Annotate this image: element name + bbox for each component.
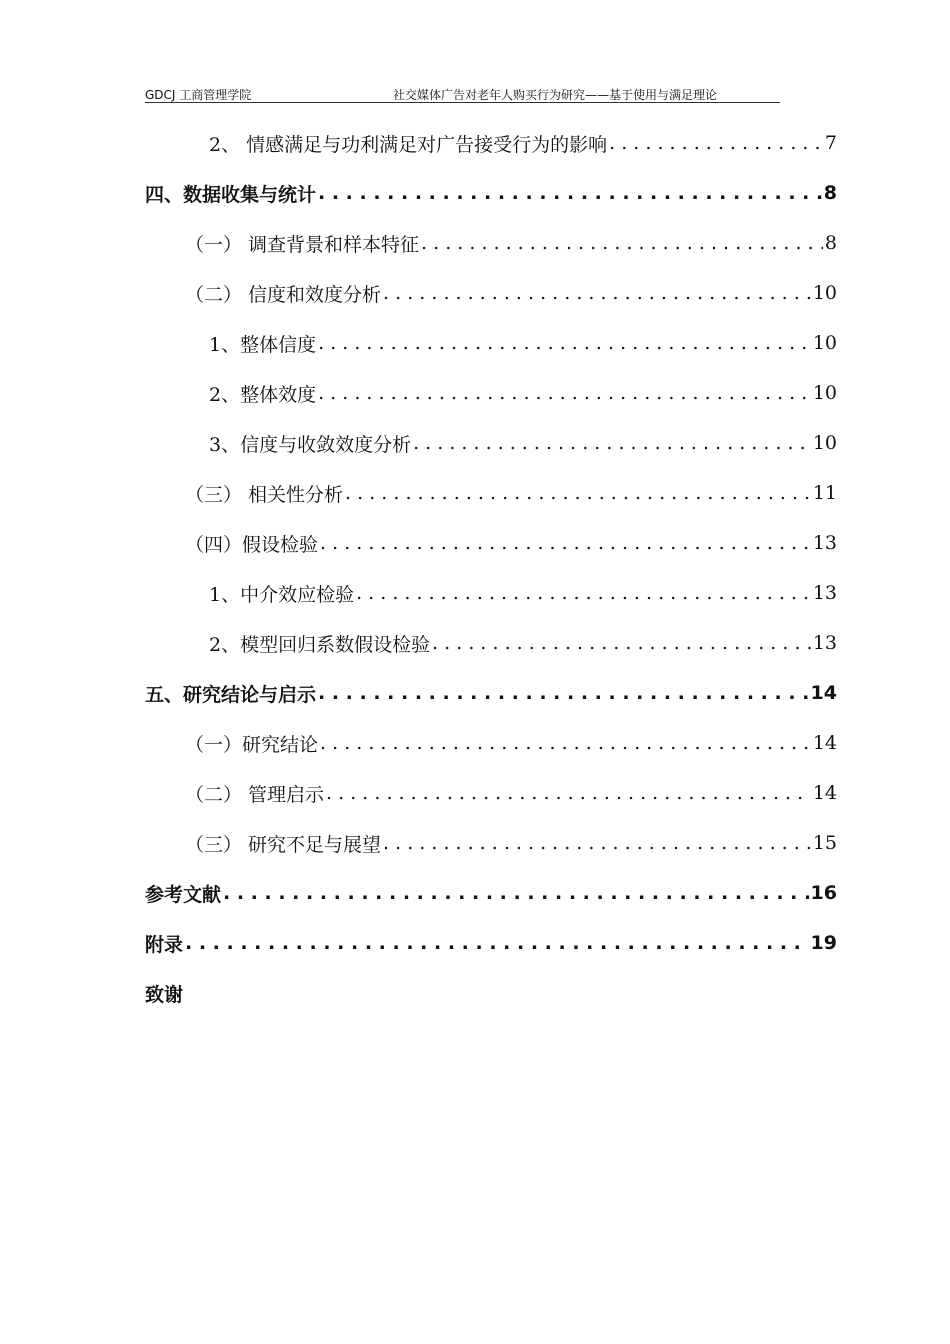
toc-page-number: 8	[823, 182, 837, 204]
dot-leader	[318, 332, 811, 354]
table-of-contents	[145, 118, 837, 1018]
toc-entry[interactable]	[145, 268, 837, 318]
toc-entry[interactable]	[145, 618, 837, 668]
toc-entry[interactable]	[145, 418, 837, 468]
dot-leader	[223, 882, 809, 904]
toc-page-number: 11	[812, 482, 837, 504]
header-thesis-title: 社交媒体广告对老年人购买行为研究——基于使用与满足理论	[393, 88, 718, 102]
toc-entry-label: （一）研究结论	[185, 733, 319, 756]
toc-entry[interactable]	[145, 868, 837, 918]
toc-entry-label: 参考文献	[145, 883, 222, 906]
dot-leader	[318, 382, 811, 404]
dot-leader	[326, 782, 811, 804]
dot-leader	[320, 732, 811, 754]
dot-leader	[318, 182, 822, 204]
dot-leader	[421, 232, 823, 254]
toc-entry-label: 3、信度与收敛效度分析	[209, 433, 412, 456]
toc-page-number: 13	[812, 532, 837, 554]
toc-entry[interactable]	[145, 968, 837, 1018]
toc-page-number: 14	[810, 682, 837, 704]
dot-leader	[345, 482, 811, 504]
dot-leader	[356, 582, 811, 604]
dot-leader	[413, 432, 811, 454]
toc-entry[interactable]	[145, 168, 837, 218]
toc-entry-label: 四、数据收集与统计	[145, 183, 317, 206]
toc-entry[interactable]	[145, 518, 837, 568]
toc-entry[interactable]	[145, 318, 837, 368]
toc-entry[interactable]	[145, 918, 837, 968]
toc-entry-label: （三） 相关性分析	[185, 483, 344, 506]
toc-page-number: 15	[812, 832, 837, 854]
dot-leader	[383, 832, 811, 854]
toc-page-number: 10	[812, 332, 837, 354]
toc-entry-label: 1、整体信度	[209, 333, 317, 356]
toc-entry-label: 1、中介效应检验	[209, 583, 355, 606]
page-header	[145, 86, 780, 103]
dot-leader	[383, 282, 811, 304]
dot-leader	[609, 132, 823, 154]
dot-leader	[185, 932, 809, 954]
toc-entry[interactable]	[145, 768, 837, 818]
toc-page-number: 14	[812, 782, 837, 804]
toc-entry-label: 2、模型回归系数假设检验	[209, 633, 431, 656]
toc-entry-label: 2、整体效度	[209, 383, 317, 406]
toc-entry[interactable]	[145, 468, 837, 518]
toc-entry-label: 2、 情感满足与功利满足对广告接受行为的影响	[209, 133, 608, 156]
toc-page-number: 14	[812, 732, 837, 754]
toc-page-number: 8	[824, 232, 837, 254]
toc-page-number: 16	[810, 882, 837, 904]
toc-page-number: 7	[824, 132, 837, 154]
toc-entry-label: 附录	[145, 933, 184, 956]
toc-page-number: 19	[810, 932, 837, 954]
toc-entry-label: 五、研究结论与启示	[145, 683, 317, 706]
toc-entry[interactable]	[145, 218, 837, 268]
toc-entry[interactable]	[145, 568, 837, 618]
toc-page-number: 13	[812, 632, 837, 654]
toc-entry[interactable]	[145, 368, 837, 418]
dot-leader	[318, 682, 809, 704]
toc-entry[interactable]	[145, 718, 837, 768]
toc-entry-label: （一） 调查背景和样本特征	[185, 233, 420, 256]
toc-entry[interactable]	[145, 818, 837, 868]
toc-page-number: 10	[812, 282, 837, 304]
toc-page-number: 13	[812, 582, 837, 604]
toc-page-number: 10	[812, 382, 837, 404]
header-school: GDCJ 工商管理学院	[145, 88, 252, 102]
toc-entry-label: （三） 研究不足与展望	[185, 833, 382, 856]
toc-entry[interactable]	[145, 668, 837, 718]
toc-entry-label: （二） 管理启示	[185, 783, 325, 806]
dot-leader	[432, 632, 811, 654]
dot-leader	[320, 532, 811, 554]
toc-entry-label: 致谢	[145, 983, 184, 1006]
toc-page-number: 10	[812, 432, 837, 454]
toc-entry-label: （四）假设检验	[185, 533, 319, 556]
toc-entry[interactable]	[145, 118, 837, 168]
toc-entry-label: （二） 信度和效度分析	[185, 283, 382, 306]
